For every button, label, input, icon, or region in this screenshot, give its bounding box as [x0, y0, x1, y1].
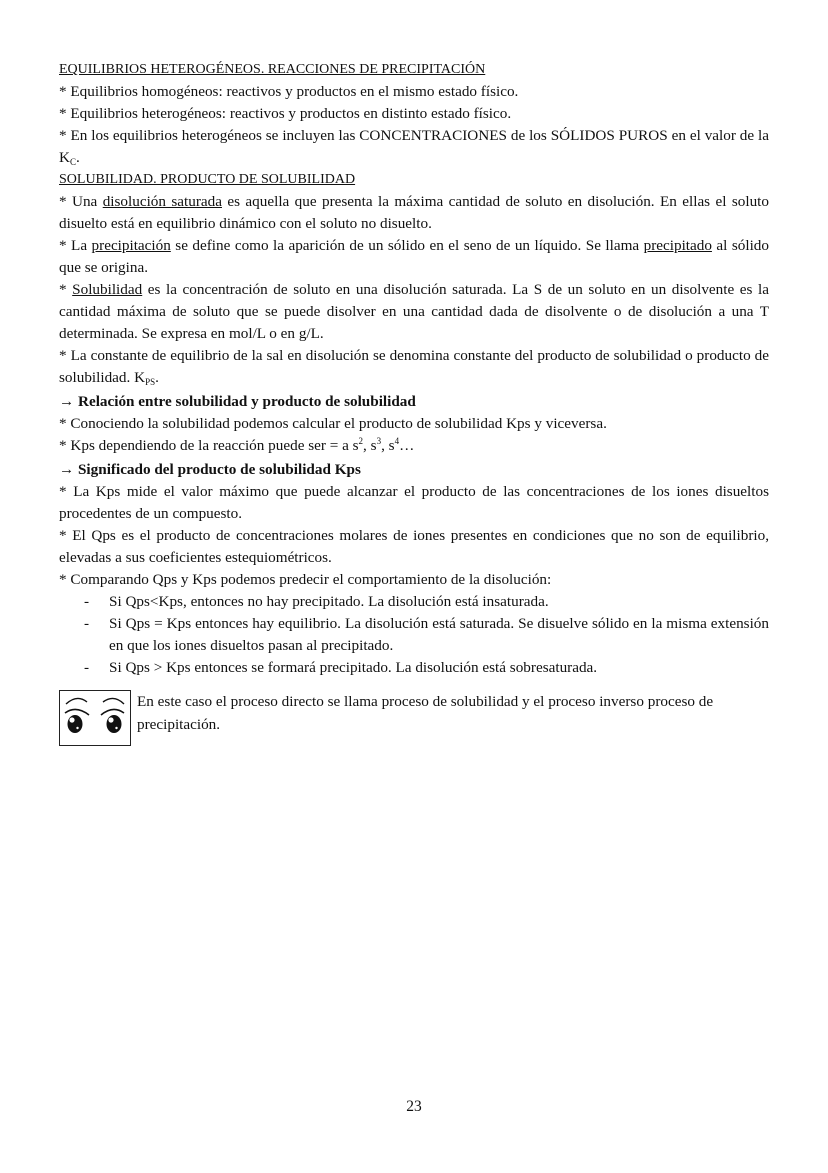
note-box	[59, 690, 769, 746]
def-precipitacion	[59, 235, 769, 279]
def-solubilidad-pre: *	[59, 281, 73, 298]
exponent-4: 4	[394, 436, 400, 446]
list-item-text: Si Qps = Kps entonces hay equilibrio. La disolución está saturada. Se disuelve sólido en la misma extensión en que los iones disueltos pasan al precipitado.	[109, 615, 769, 654]
page-number: 23	[406, 1098, 422, 1115]
dash-bullet: -	[84, 615, 90, 632]
section-title-solubilidad: SOLUBILIDAD. PRODUCTO DE SOLUBILIDAD	[59, 172, 356, 187]
significado-p1: * La Kps mide el valor máximo que puede alcanzar el producto de las concentraciones de los iones disueltos procedentes de un compuesto.	[59, 483, 769, 522]
exponent-2: 2	[358, 436, 364, 446]
relacion-line1: * Conociendo la solubilidad podemos calcular el producto de solubilidad Kps y viceversa.	[59, 415, 607, 432]
def-saturada-pre: * Una	[59, 193, 103, 210]
list-item-text: Si Qps > Kps entonces se formará precipitado. La disolución está sobresaturada.	[109, 659, 598, 676]
cartoon-eyes-icon	[59, 690, 131, 746]
dash-bullet: -	[84, 593, 90, 610]
def-saturada	[59, 191, 769, 235]
significado-p3: * Comparando Qps y Kps podemos predecir el comportamiento de la disolución:	[59, 571, 552, 588]
def-solubilidad-term: Solubilidad	[72, 281, 143, 298]
def-solubilidad-post: es la concentración de soluto en una disolución saturada. La S de un soluto en un disolvente es la cantidad máxima de soluto que se puede disolver en una cantidad dada de disolvente o de disolución a una T determinada. Se expresa en mol/L o en g/L.	[59, 281, 769, 342]
def-constante-end: .	[155, 369, 159, 386]
relacion-sep2: , s	[381, 437, 395, 454]
def-precipitacion-mid: se define como la aparición de un sólido en el seno de un líquido. Se llama	[170, 237, 644, 254]
relacion-heading: → Relación entre solubilidad y producto de solubilidad	[59, 393, 416, 410]
relacion-line2-text: * Kps dependiendo de la reacción puede ser = a s	[59, 437, 359, 454]
def-solubilidad	[59, 279, 769, 345]
note-text: En este caso el proceso directo se llama proceso de solubilidad y el proceso inverso proceso de precipitación.	[137, 693, 714, 733]
significado-p2: * El Qps es el producto de concentraciones molares de iones presentes en condiciones que no son de equilibrio, elevadas a sus coeficientes estequiométricos.	[59, 527, 769, 566]
intro-heterogeneos: * Equilibrios heterogéneos: reactivos y productos en distinto estado físico.	[59, 105, 512, 122]
section-title-equilibrios: EQUILIBRIOS HETEROGÉNEOS. REACCIONES DE PRECIPITACIÓN	[59, 62, 486, 77]
intro-solidos	[59, 125, 769, 169]
list-item-text: Si Qps<Kps, entonces no hay precipitado. La disolución está insaturada.	[109, 593, 549, 610]
kps-subscript: PS	[145, 377, 156, 387]
dash-bullet: -	[84, 659, 90, 676]
list-item	[59, 657, 769, 679]
def-precipitacion-term: precipitación	[91, 237, 171, 254]
relacion-ellipsis: …	[399, 437, 415, 454]
comparison-list	[59, 591, 769, 679]
page-content	[59, 59, 769, 746]
def-constante	[59, 345, 769, 389]
intro-solidos-end: .	[75, 149, 80, 166]
def-constante-text: * La constante de equilibrio de la sal en disolución se denomina constante del producto de solubilidad o producto de solubilidad. K	[59, 347, 769, 386]
def-saturada-post: es aquella que presenta la máxima cantidad de soluto en disolución. En ellas el soluto disuelto está en equilibrio dinámico con el soluto no disuelto.	[59, 193, 769, 232]
def-saturada-term: disolución saturada	[102, 193, 222, 210]
def-precipitacion-pre: * La	[59, 237, 92, 254]
def-precipitacion-post: al sólido que se origina.	[59, 237, 769, 276]
def-precipitado-term: precipitado	[643, 237, 712, 254]
list-item	[59, 591, 769, 613]
kc-subscript: C	[69, 157, 76, 167]
significado-heading: → Significado del producto de solubilidad Kps	[59, 461, 361, 478]
list-item	[59, 613, 769, 657]
relacion-line2	[59, 435, 769, 457]
intro-solidos-text: * En los equilibrios heterogéneos se incluyen las CONCENTRACIONES de los SÓLIDOS PUROS en el valor de la K	[59, 127, 769, 166]
relacion-sep1: , s	[363, 437, 377, 454]
exponent-3: 3	[376, 436, 382, 446]
intro-homogeneos: * Equilibrios homogéneos: reactivos y productos en el mismo estado físico.	[59, 83, 519, 100]
